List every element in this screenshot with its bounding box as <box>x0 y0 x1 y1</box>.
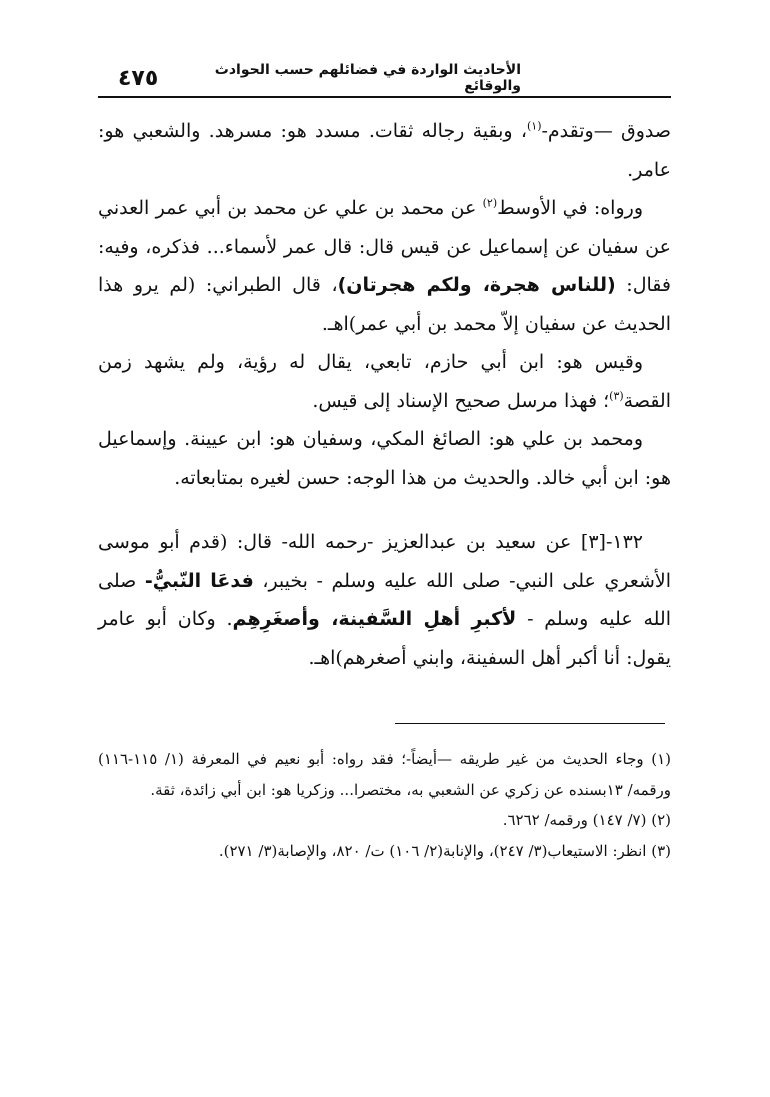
footnote-ref-2: (٢) <box>482 196 498 210</box>
p5-bold-1: فدعَا النّبيُّ- <box>144 569 254 592</box>
paragraph-4 <box>98 420 671 497</box>
p5-bold-2: لأكبرِ أهلِ السَّفينة، وأصغَرِهِم <box>232 608 517 630</box>
p3-text-end: ؛ فهذا مرسل صحيح الإسناد إلى قيس. <box>312 389 610 412</box>
running-header <box>98 60 671 98</box>
footnote-1: (١) وجاء الحديث من غير طريقه —أيضاً-؛ فقد رواه: أبو نعيم في المعرفة (١/ ١١٥-١١٦) ورقمه/ ١٣بسنده عن زكري عن الشعبي به، مختصرا... وزكريا هو: ابن أبي زائدة، ثقة. <box>98 750 672 799</box>
book-page <box>98 60 671 866</box>
page-number: ٤٧٥ <box>118 65 159 91</box>
p3-text-start: وقيس هو: ابن أبي حازم، تابعي، يقال له رؤية، ولم يشهد زمن القصة <box>98 351 671 412</box>
p5-text-middle: صلى الله عليه وسلم - <box>98 569 671 630</box>
footnote-ref-3: (٣) <box>609 389 624 403</box>
p1-text-start: صدوق —وتقدم- <box>541 120 671 142</box>
p5-text-end: . وكان أبو عامر يقول: أنا أكبر أهل السفينة، وابني أصغرهم)اهـ. <box>98 608 671 669</box>
paragraph-1 <box>98 112 671 189</box>
header-title: الأحاديث الواردة في فضائلهم حسب الحوادث والوقائع <box>214 62 521 94</box>
p5-text-start: ١٣٢-[٣] عن سعيد بن عبدالعزيز -رحمه الله- قال: (قدم أبو موسى الأشعري على النبي- صلى الله عليه وسلم - بخيبر، <box>98 531 671 592</box>
main-text <box>98 112 671 677</box>
p1-text-end: ، وبقية رجاله ثقات. مسدد هو: مسرهد. والشعبي هو: عامر. <box>98 120 671 181</box>
paragraph-2 <box>98 189 671 343</box>
p4-text: ومحمد بن علي هو: الصائغ المكي، وسفيان هو: ابن عيينة. وإسماعيل هو: ابن أبي خالد. والحديث من هذا الوجه: حسن لغيره بمتابعاته. <box>98 428 671 489</box>
p2-text-middle: عن محمد بن علي عن محمد بن أبي عمر العدني عن سفيان عن إسماعيل عن قيس قال: قال عمر لأسماء... فذكره، وفيه: فقال: <box>98 197 671 296</box>
paragraph-3 <box>98 343 671 420</box>
p2-text-end: ، قال الطبراني: (لم يرو هذا الحديث عن سفيان إلاّ محمد بن أبي عمر)اهـ. <box>98 274 671 335</box>
footnote-separator <box>395 723 665 724</box>
paragraph-5-hadith-132 <box>98 523 671 677</box>
footnote-3: (٣) انظر: الاستيعاب(٣/ ٢٤٧)، والإنابة(٢/ ١٠٦) ت/ ٨٢٠، والإصابة(٣/ ٢٧١). <box>218 841 671 860</box>
footnote-ref-1: (١) <box>526 119 542 133</box>
footnote-2: (٢) (٧/ ١٤٧) ورقمه/ ٦٢٦٢. <box>502 811 671 829</box>
p2-quote-bold: (للناس هجرة، ولكم هجرتان) <box>337 274 616 296</box>
footnotes <box>98 744 671 866</box>
p2-text-start: ورواه: في الأوسط <box>497 197 643 219</box>
paragraph-gap <box>98 497 671 523</box>
